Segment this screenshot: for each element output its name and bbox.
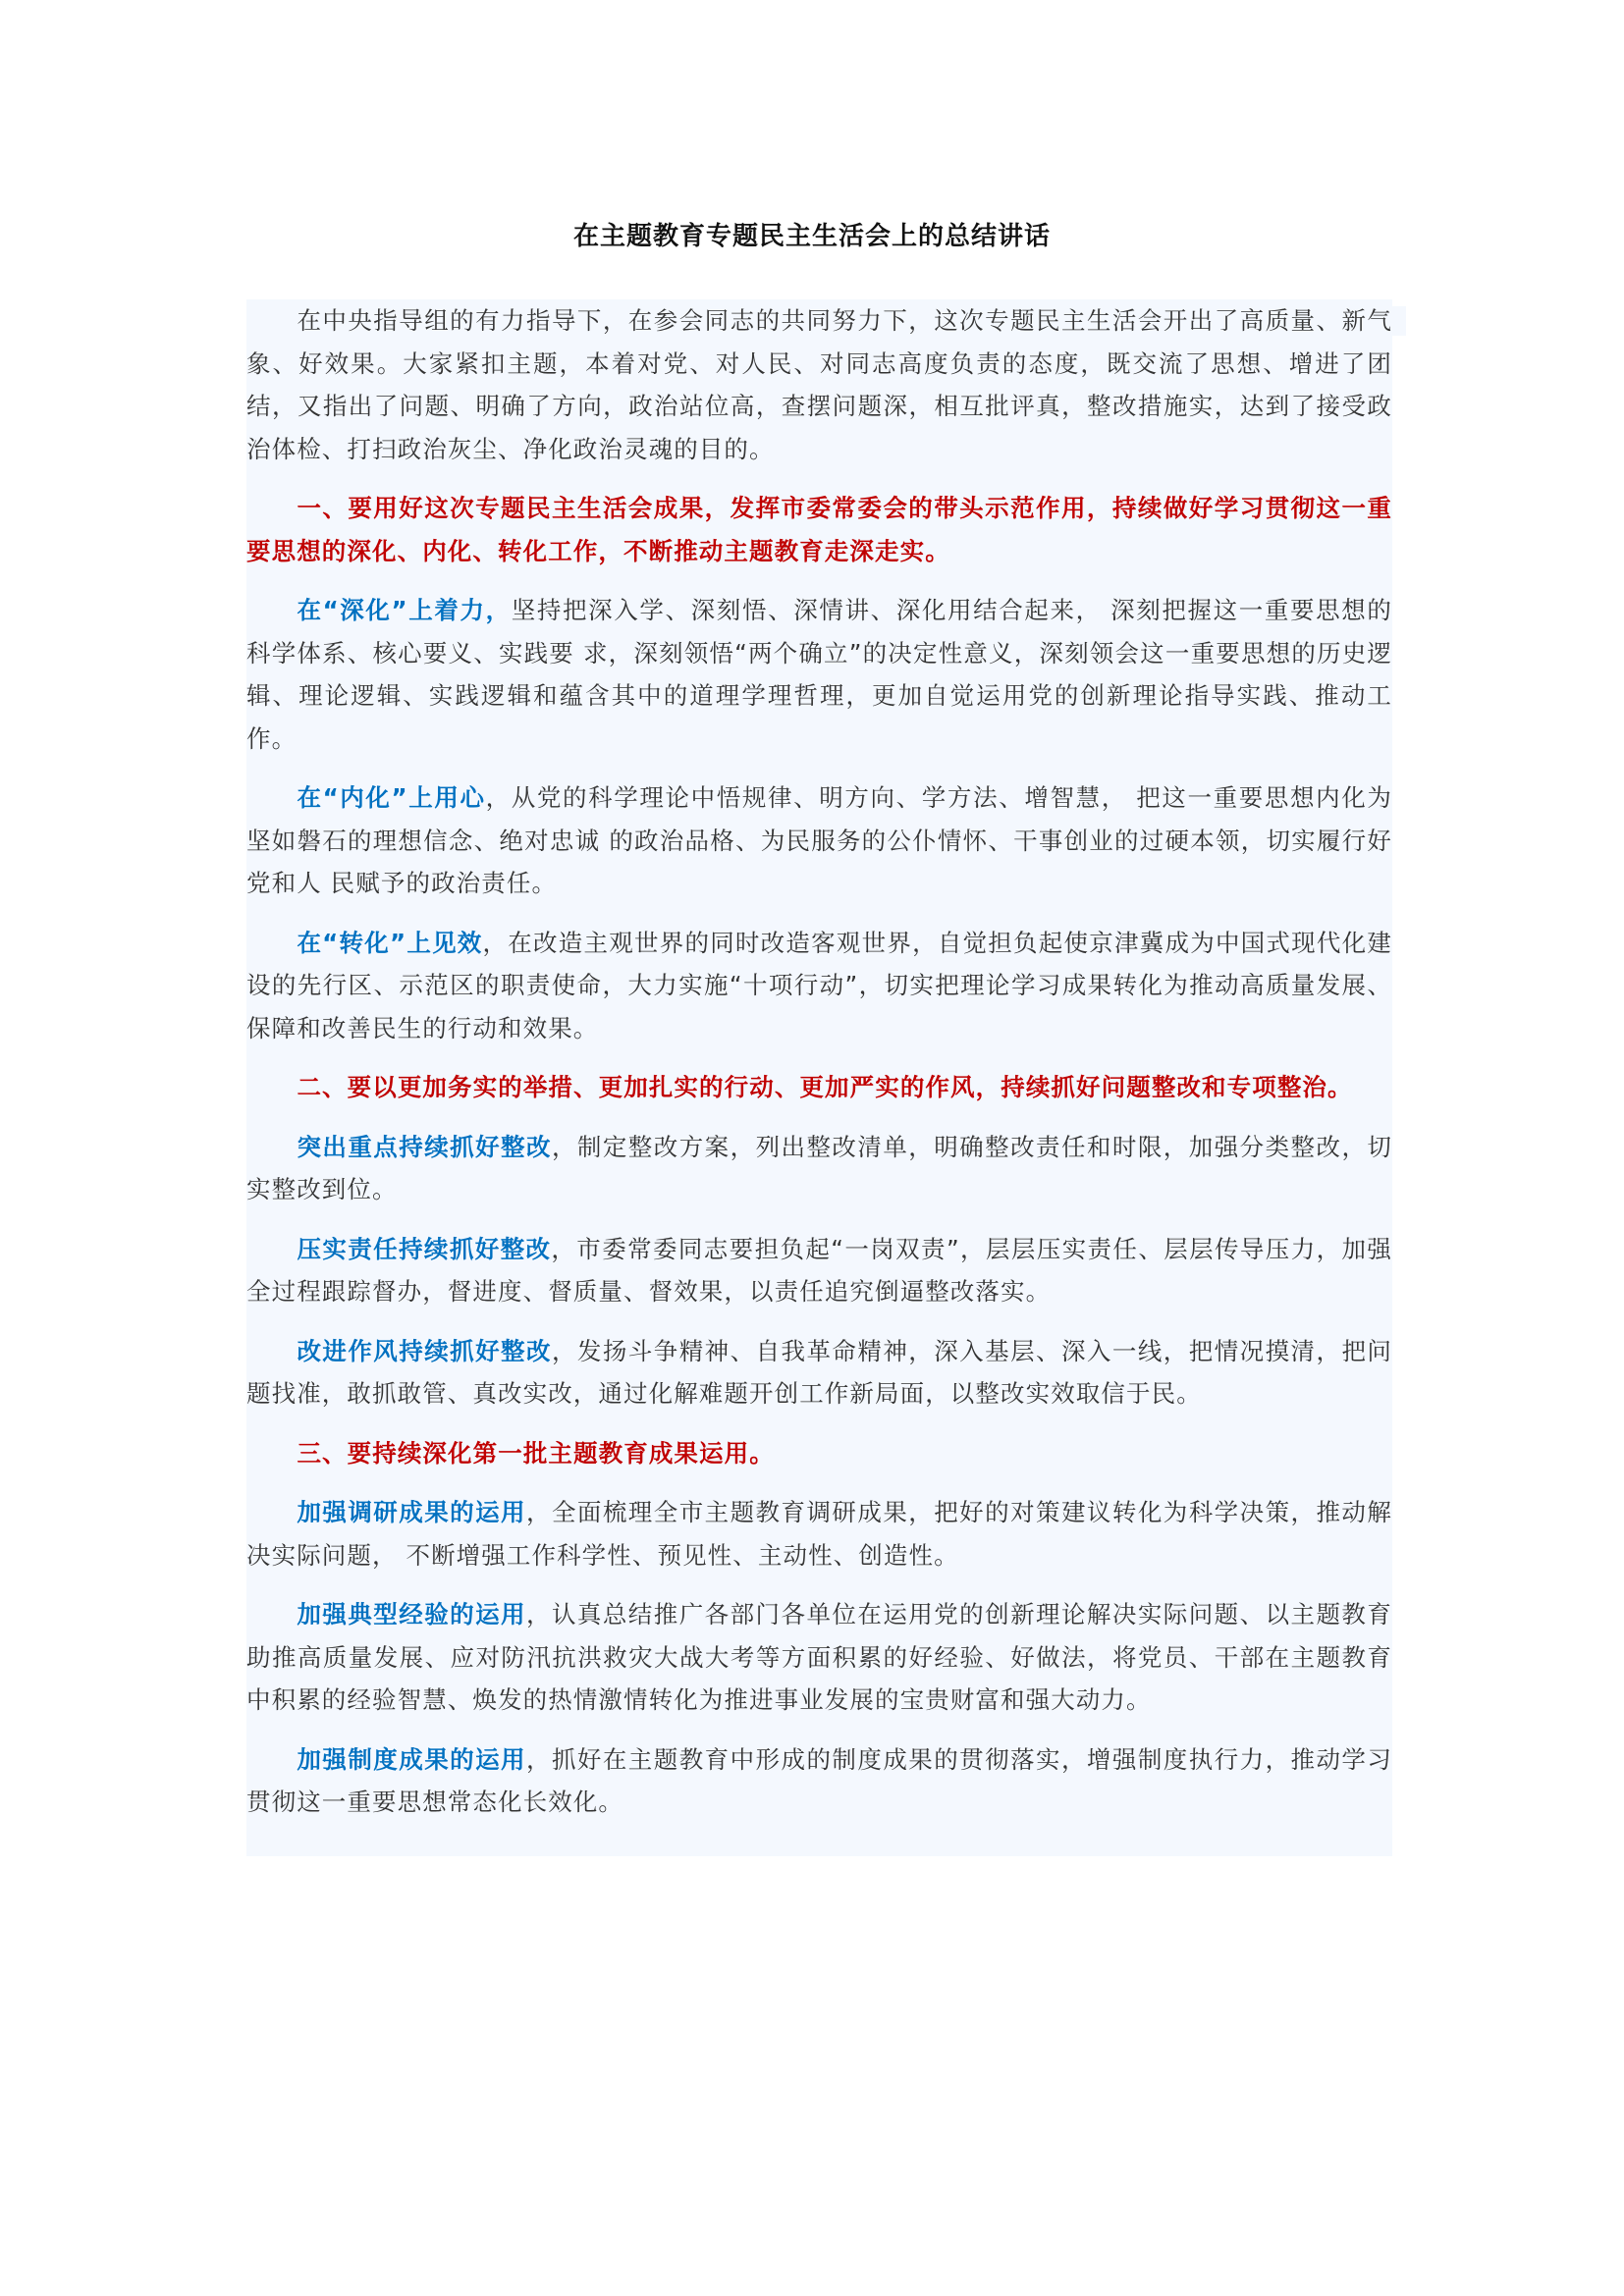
section-heading-text: 二、要以更加务实的举措、更加扎实的行动、更加严实的作风，持续抓好问题整改和专项整治。 bbox=[297, 1073, 1353, 1101]
document-title: 在主题教育专题民主生活会上的总结讲话 bbox=[572, 222, 1051, 251]
paragraph bbox=[246, 1593, 1392, 1722]
section-heading bbox=[246, 1432, 1392, 1475]
paragraph-text: 坚持把深入学、深刻悟、深情讲、深化用结合起来， 深刻把握这一重要思想的科学体系、核心要义、实践要 求，深刻领悟“两个确立”的决定性意义，深刻领会这一重要思想的历史逻辑、理论逻辑、实践逻辑和蕴含其中的道理学理哲理，更加自觉运用党的创新理论指导实践、推动工作。 bbox=[246, 596, 1392, 753]
section-heading-text: 一、要用好这次专题民主生活会成果，发挥市委常委会的带头示范作用，持续做好学习贯彻这一重要思想的深化、内化、转化工作，不断推动主题教育走深走实。 bbox=[246, 494, 1392, 565]
paragraph-lead: 改进作风持续抓好整改 bbox=[297, 1336, 552, 1365]
highlight-extension bbox=[1392, 306, 1406, 336]
paragraph bbox=[246, 1491, 1392, 1576]
paragraph bbox=[246, 1738, 1392, 1824]
paragraph-lead: 在“深化”上着力， bbox=[297, 596, 512, 624]
paragraph-lead: 在“内化”上用心 bbox=[297, 783, 486, 812]
paragraph-text: 在中央指导组的有力指导下，在参会同志的共同努力下，这次专题民主生活会开出了高质量、新气象、好效果。大家紧扣主题，本着对党、对人民、对同志高度负责的态度，既交流了思想、增进了团结，又指出了问题、明确了方向，政治站位高，查摆问题深，相互批评真，整改措施实，达到了接受政治体检、打扫政治灰尘、净化政治灵魂的目的。 bbox=[246, 306, 1392, 463]
paragraph bbox=[246, 299, 1392, 470]
section-heading-text: 三、要持续深化第一批主题教育成果运用。 bbox=[297, 1438, 775, 1468]
paragraph bbox=[246, 1228, 1392, 1313]
paragraph-lead: 突出重点持续抓好整改 bbox=[297, 1132, 552, 1161]
paragraph-lead: 加强调研成果的运用 bbox=[297, 1498, 526, 1526]
section-heading bbox=[246, 1066, 1392, 1109]
paragraph-text: ，从党的科学理论中悟规律、明方向、学方法、增智慧， 把这一重要思想内化为坚如磐石的理想信念、绝对忠诚 的政治品格、为民服务的公仆情怀、干事创业的过硬本领，切实履行好党和人 民赋予的政治责任。 bbox=[246, 783, 1392, 897]
paragraph-text: ，发扬斗争精神、自我革命精神，深入基层、深入一线，把情况摸清，把问题找准，敢抓敢管、真改实改，通过化解难题开创工作新局面，以整改实效取信于民。 bbox=[246, 1336, 1392, 1408]
section-heading bbox=[246, 487, 1392, 572]
paragraph-lead: 在“转化”上见效 bbox=[297, 928, 483, 957]
paragraph-text: ，抓好在主题教育中形成的制度成果的贯彻落实，增强制度执行力，推动学习贯彻这一重要思想常态化长效化。 bbox=[246, 1744, 1392, 1816]
paragraph-text: ，全面梳理全市主题教育调研成果，把好的对策建议转化为科学决策，推动解决实际问题， 不断增强工作科学性、预见性、主动性、创造性。 bbox=[246, 1498, 1392, 1570]
paragraph-text: ，市委常委同志要担负起“一岗双责”，层层压实责任、层层传导压力，加强全过程跟踪督办，督进度、督质量、督效果，以责任追究倒逼整改落实。 bbox=[246, 1234, 1392, 1306]
paragraph-text: ，认真总结推广各部门各单位在运用党的创新理论解决实际问题、以主题教育助推高质量发展、应对防汛抗洪救灾大战大考等方面积累的好经验、好做法，将党员、干部在主题教育中积累的经验智慧、焕发的热情激情转化为推进事业发展的宝贵财富和强大动力。 bbox=[246, 1600, 1392, 1714]
paragraph bbox=[246, 589, 1392, 760]
paragraph bbox=[246, 922, 1392, 1050]
paragraph-lead: 加强制度成果的运用 bbox=[297, 1744, 526, 1774]
document-body bbox=[246, 299, 1392, 1856]
paragraph bbox=[246, 1126, 1392, 1211]
paragraph-text: ，在改造主观世界的同时改造客观世界，自觉担负起使京津冀成为中国式现代化建设的先行区、示范区的职责使命，大力实施“十项行动”，切实把理论学习成果转化为推动高质量发展、保障和改善民生的行动和效果。 bbox=[246, 928, 1392, 1042]
paragraph-text: ，制定整改方案，列出整改清单，明确整改责任和时限，加强分类整改，切实整改到位。 bbox=[246, 1132, 1392, 1203]
paragraph bbox=[246, 1330, 1392, 1415]
paragraph-lead: 加强典型经验的运用 bbox=[297, 1600, 526, 1629]
paragraph bbox=[246, 776, 1392, 905]
paragraph-lead: 压实责任持续抓好整改 bbox=[297, 1234, 552, 1263]
